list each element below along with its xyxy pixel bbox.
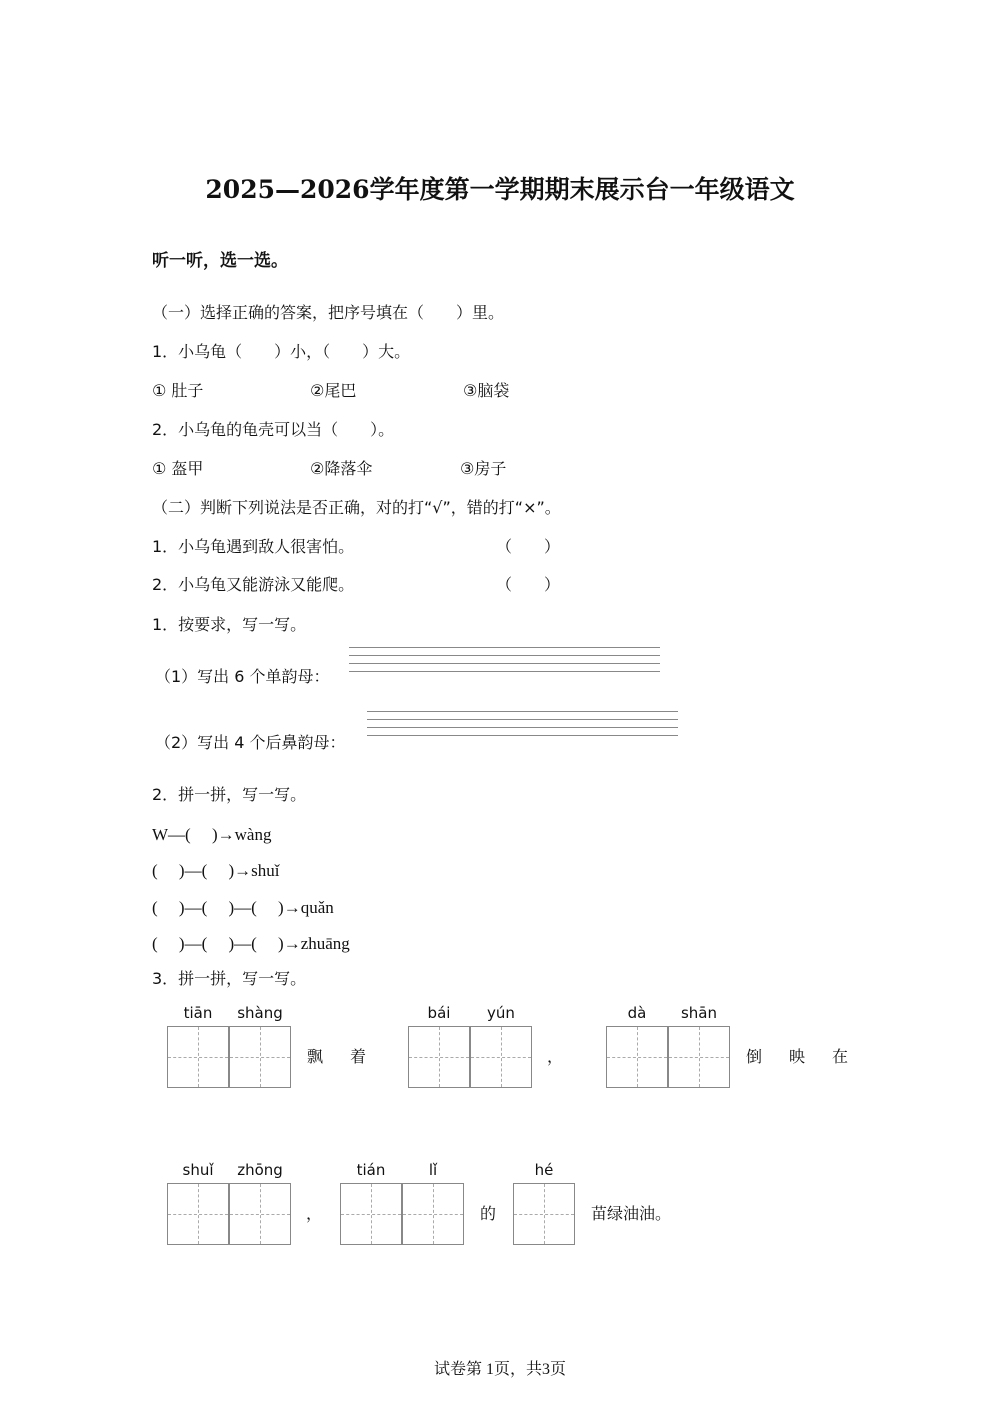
comma: ，: [547, 1047, 564, 1066]
part2-instruction: （二）判断下列说法是否正确，对的打“√”，错的打“×”。: [152, 498, 561, 517]
section-heading: 听一听，选一选。: [152, 251, 288, 271]
judge-blank-2[interactable]: （ ）: [496, 575, 561, 594]
pinyin-label: yún: [487, 1004, 515, 1022]
tianzige-box[interactable]: [229, 1183, 291, 1245]
chars-heading: 3．拼一拼，写一写。: [152, 969, 307, 988]
tianzige-box[interactable]: [606, 1026, 668, 1088]
pinyin-label: shàng: [237, 1004, 283, 1022]
tianzige-box[interactable]: [668, 1026, 730, 1088]
pinyin-label: zhōng: [237, 1161, 283, 1179]
pinyin-row-3: ( )—( )—( )→quǎn: [152, 898, 334, 917]
text-ending: 苗绿油油。: [591, 1204, 672, 1223]
pinyin-label: lǐ: [428, 1161, 438, 1179]
judge-item-2: 2．小乌龟又能游泳又能爬。: [152, 575, 355, 594]
page-footer: 试卷第 1页，共3页: [433, 1361, 566, 1378]
tianzige-box[interactable]: [408, 1026, 470, 1088]
pinyin-label: hé: [534, 1161, 554, 1179]
part1-instruction: （一）选择正确的答案，把序号填在（ ）里。: [152, 303, 505, 322]
pinyin-label: tián: [356, 1161, 386, 1179]
pinyin-label: dà: [627, 1004, 647, 1022]
pinyin-heading: 2．拼一拼，写一写。: [152, 785, 307, 804]
text-char: 倒: [746, 1047, 763, 1066]
writing-lines-b[interactable]: [367, 711, 678, 743]
q2-option-c: ③房子: [460, 459, 507, 478]
tianzige-box[interactable]: [167, 1183, 229, 1245]
q2-option-a: ① 盔甲: [152, 459, 204, 478]
text-char: 映: [789, 1047, 806, 1066]
tianzige-box[interactable]: [470, 1026, 532, 1088]
text-char: 的: [480, 1204, 497, 1223]
tianzige-box[interactable]: [402, 1183, 464, 1245]
writing-lines-a[interactable]: [349, 647, 660, 679]
q1-option-c: ③脑袋: [463, 381, 510, 400]
q1-option-a: ① 肚子: [152, 381, 204, 400]
tianzige-box[interactable]: [340, 1183, 402, 1245]
question-1: 1．小乌龟（ ）小，（ ）大。: [152, 342, 411, 361]
tianzige-box[interactable]: [513, 1183, 575, 1245]
pinyin-label: tiān: [183, 1004, 213, 1022]
comma: ，: [306, 1204, 323, 1223]
q2-option-b: ②降落伞: [310, 459, 373, 478]
write-prompt-b: （2）写出 4 个后鼻韵母：: [155, 733, 346, 752]
text-char: 着: [350, 1047, 367, 1066]
q1-option-b: ②尾巴: [310, 381, 357, 400]
text-char: 在: [832, 1047, 849, 1066]
page-title: 2025—2026学年度第一学期期末展示台一年级语文: [205, 175, 795, 204]
tianzige-box[interactable]: [229, 1026, 291, 1088]
judge-blank-1[interactable]: （ ）: [496, 537, 561, 556]
write-heading: 1．按要求，写一写。: [152, 615, 307, 634]
write-prompt-a: （1）写出 6 个单韵母：: [155, 667, 330, 686]
question-2: 2．小乌龟的龟壳可以当（ ）。: [152, 420, 395, 439]
pinyin-row-4: ( )—( )—( )→zhuāng: [152, 934, 350, 953]
pinyin-label: shān: [680, 1004, 718, 1022]
pinyin-label: bái: [427, 1004, 451, 1022]
pinyin-row-1: W—( )→wàng: [152, 825, 272, 844]
judge-item-1: 1．小乌龟遇到敌人很害怕。: [152, 537, 355, 556]
tianzige-box[interactable]: [167, 1026, 229, 1088]
pinyin-row-2: ( )—( )→shuǐ: [152, 861, 280, 880]
pinyin-label: shuǐ: [182, 1161, 214, 1179]
text-char: 飘: [307, 1047, 324, 1066]
